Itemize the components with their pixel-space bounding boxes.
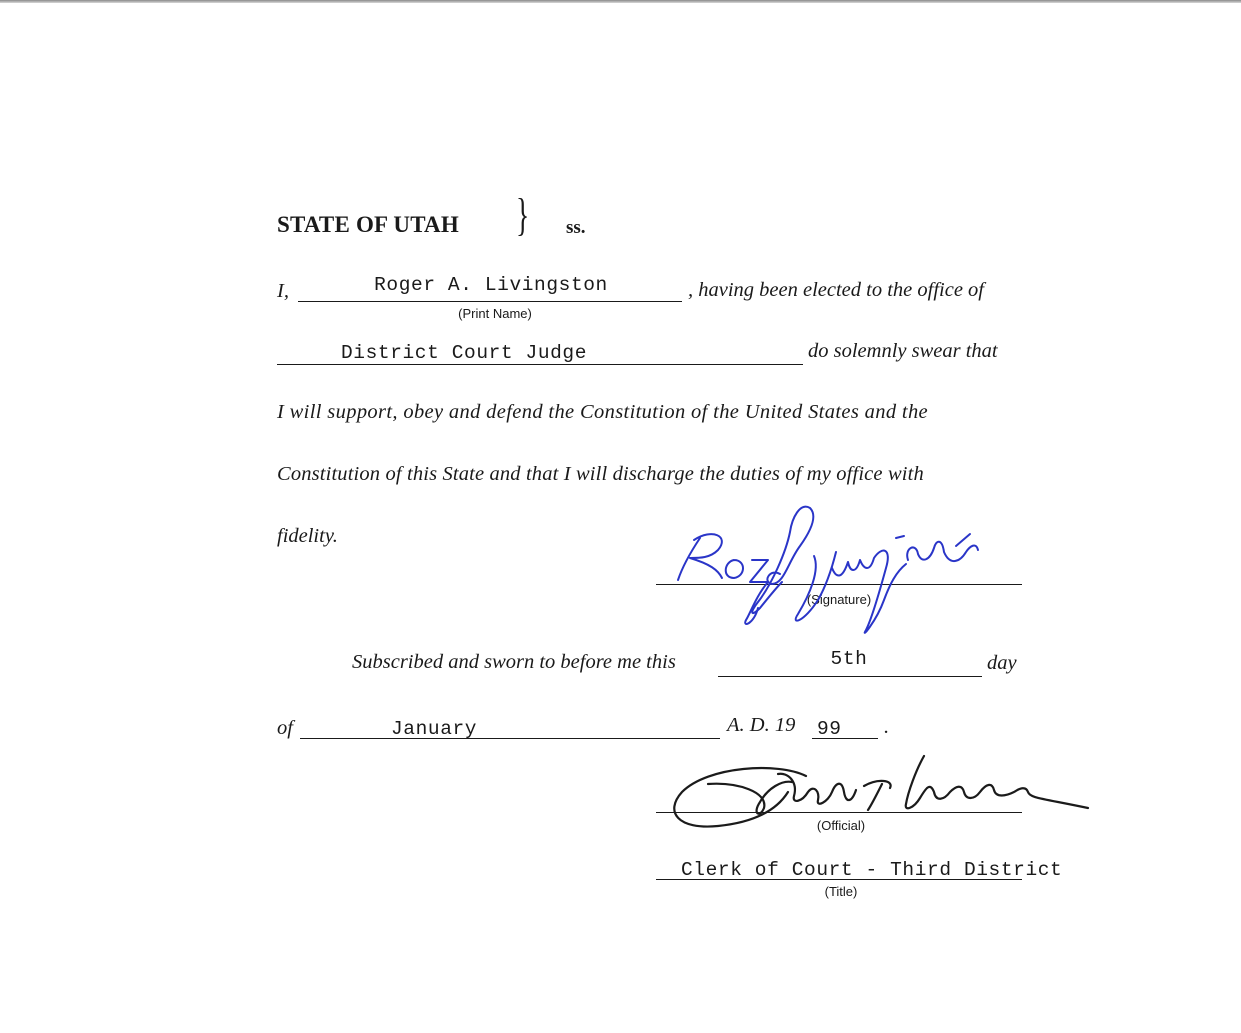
print-name-caption: (Print Name): [458, 306, 532, 321]
page-top-edge: [0, 0, 1241, 3]
state-heading: STATE OF UTAH: [277, 212, 459, 237]
ss-label: ss.: [566, 217, 586, 238]
month-line: [300, 738, 720, 739]
print-name-line: [298, 301, 682, 302]
oath-line-3: I will support, obey and defend the Constitution of the United States and the: [277, 401, 928, 423]
year-line: [812, 738, 878, 739]
oath-after-office: do solemnly swear that: [808, 340, 998, 362]
title-caption: (Title): [824, 884, 858, 899]
clerk-signature-image: [668, 752, 1093, 832]
month-value: January: [391, 718, 478, 740]
title-value: Clerk of Court - Third District: [681, 859, 1063, 881]
oath-prefix: I,: [277, 280, 289, 302]
office-line: [277, 364, 803, 365]
print-name-value: Roger A. Livingston: [374, 274, 608, 296]
official-caption: (Official): [816, 818, 866, 833]
oath-line-4: Constitution of this State and that I will discharge the duties of my office with: [277, 463, 924, 485]
signature-caption: (Signature): [806, 592, 872, 607]
of-label: of: [277, 717, 293, 739]
ad-label: A. D. 19: [727, 714, 796, 736]
oath-line-5: fidelity.: [277, 525, 338, 547]
day-line: [718, 676, 982, 677]
title-line: [656, 879, 1022, 880]
day-label: day: [987, 652, 1017, 674]
sworn-text: Subscribed and sworn to before me this: [352, 651, 676, 673]
office-value: District Court Judge: [341, 342, 588, 364]
year-value: 99: [817, 718, 842, 740]
oath-after-name: , having been elected to the office of: [688, 279, 984, 301]
day-value: 5th: [830, 648, 868, 670]
year-period: .: [884, 716, 890, 738]
brace-mark: }: [516, 189, 530, 240]
judge-signature-image: [660, 498, 990, 638]
